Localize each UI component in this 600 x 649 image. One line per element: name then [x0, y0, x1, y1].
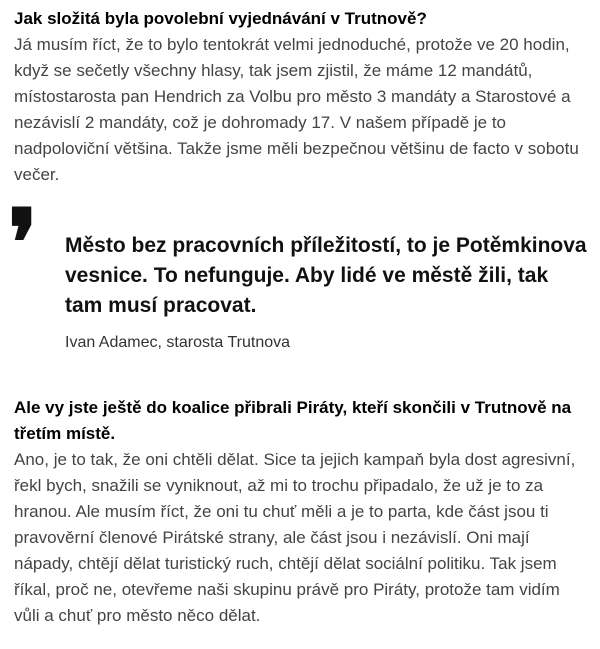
interview-answer: Já musím říct, že to bylo tentokrát velmi jednoduché, protože ve 20 hodin, když se sečetly všechny hlasy, tak jsem zjistil, že máme 12 mandátů, místostarosta pan Hendrich za Volbu pro město 3 mandáty a Starostové a nezávislí 2 mandáty, což je dohromady 17. V našem případě je to nadpoloviční většina. Takže jsme měli bezpečnou většinu de facto v sobotu večer. — [14, 35, 579, 184]
quote-author: Ivan Adamec, starosta Trutnova — [65, 334, 291, 351]
pull-quote — [8, 189, 588, 354]
quote-mark-icon: ❜ — [8, 189, 38, 297]
quote-text: Město bez pracovních příležitostí, to je Potěmkinova vesnice. To nefunguje. Aby lidé ve městě žili, tak tam musí pracovat. — [65, 234, 587, 317]
interview-block-2 — [14, 395, 588, 629]
interview-question: Ale vy jste ještě do koalice přibrali Piráty, kteří skončili v Trutnově na třetím místě. — [14, 398, 572, 443]
interview-block-1 — [14, 0, 588, 188]
interview-answer: Ano, je to tak, že oni chtěli dělat. Sice ta jejich kampaň byla dost agresivní, řekl bych, snažili se vyniknout, až mi to trochu připadalo, že už je to za hranou. Ale musím říct, že oni tu chuť měli a je to parta, kde část jsou ti pravověrní členové Pirátské strany, ale část jsou i nezávislí. Oni mají nápady, chtějí dělat turistický ruch, chtějí dělat sociální politiku. Tak jsem říkal, proč ne, otevřeme naši skupinu právě pro Piráty, protože tam vidím vůli a chuť pro město něco dělat. — [14, 450, 576, 625]
interview-question: Jak složitá byla povolební vyjednávání v Trutnově? — [14, 9, 427, 28]
